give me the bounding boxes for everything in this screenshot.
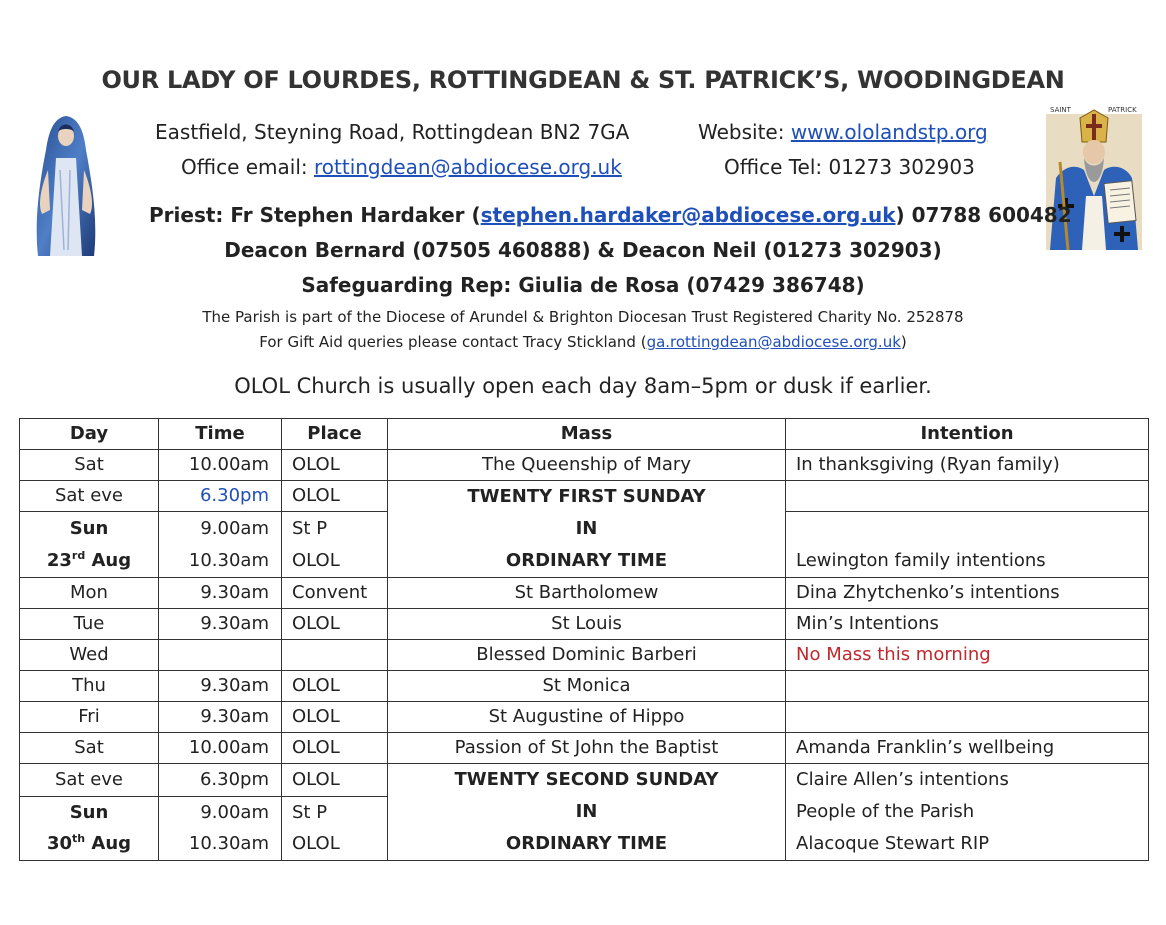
sunday-1-line-1: TWENTY FIRST SUNDAY [467,486,706,507]
header-mass: Mass [388,419,786,450]
cell-intention-sunday-1 [786,512,1149,578]
table-row [20,764,1149,797]
email-label: Office email: [181,155,314,179]
date-month: Aug [85,550,132,571]
date-month: Aug [85,833,132,855]
cell-time: 10.30am [159,828,282,860]
cell-place: OLOL [282,481,388,512]
cell-intention [786,671,1149,702]
cell-place: OLOL [282,764,388,797]
cell-time: 9.00am [159,512,282,546]
sunday-2-intention-3: Alacoque Stewart RIP [796,833,990,854]
cell-day: Tue [20,609,159,640]
cell-mass: The Queenship of Mary [388,450,786,481]
table-row [20,481,1149,512]
cell-day: Fri [20,702,159,733]
sunday-2-line-3: ORDINARY TIME [505,833,668,854]
deacons-line: Deacon Bernard (07505 460888) & Deacon Neil (01273 302903) [224,238,942,262]
sunday-1-intention-2: Lewington family intentions [796,549,1046,571]
gift-aid-email-link[interactable]: ga.rottingdean@abdiocese.org.uk [646,333,901,351]
cell-day-date [20,828,159,860]
sunday-2-line-1: TWENTY SECOND SUNDAY [454,769,719,790]
cell-time: 9.00am [159,796,282,828]
table-row [20,733,1149,764]
date-suffix: th [72,832,86,846]
cell-mass: St Louis [388,609,786,640]
cell-place [282,640,388,671]
office-email-link[interactable]: rottingdean@abdiocese.org.uk [314,155,622,179]
sunday-2-line-2: IN [575,801,598,822]
cell-mass-sunday-1 [388,481,786,578]
cell-mass: St Augustine of Hippo [388,702,786,733]
website-line [698,120,988,144]
cell-mass: Blessed Dominic Barberi [388,640,786,671]
cell-time: 10.00am [159,450,282,481]
sunday-2-intention-1: Claire Allen’s intentions [796,769,1009,790]
cell-time: 10.00am [159,733,282,764]
table-row [20,640,1149,671]
gift-aid-line [0,333,1166,351]
cell-mass: St Monica [388,671,786,702]
charity-line: The Parish is part of the Diocese of Arundel & Brighton Diocesan Trust Registered Charity No. 252878 [202,308,964,326]
date-number: 30 [46,833,73,855]
cell-intention: Amanda Franklin’s wellbeing [786,733,1149,764]
cell-time: 9.30am [159,671,282,702]
table-row [20,671,1149,702]
cell-day: Sat [20,733,159,764]
cell-day: Sat eve [20,481,159,512]
header-time: Time [159,419,282,450]
cell-day: Sat [20,450,159,481]
cell-mass: Passion of St John the Baptist [388,733,786,764]
cell-time: 6.30pm [159,764,282,797]
cell-intention-sunday-2 [786,764,1149,861]
cell-day: Sat eve [20,764,159,797]
cell-place: St P [282,512,388,546]
saint-patrick-image [1046,100,1142,250]
priest-suffix: ) 07788 600482 [895,203,1072,227]
sunday-2-intention-2: People of the Parish [796,801,975,822]
mass-schedule-table [19,418,1149,861]
gift-aid-prefix: For Gift Aid queries please contact Tracy Stickland ( [259,333,647,351]
open-hours: OLOL Church is usually open each day 8am–5pm or dusk if earlier. [234,374,932,398]
sunday-1-line-3: ORDINARY TIME [505,550,668,571]
cell-day: Sun [20,512,159,546]
address-line: Eastfield, Steyning Road, Rottingdean BN2 7GA [155,120,630,144]
cell-time: 9.30am [159,609,282,640]
cell-place: OLOL [282,733,388,764]
cell-day: Thu [20,671,159,702]
table-row [20,578,1149,609]
header-intention: Intention [786,419,1149,450]
cell-place: OLOL [282,671,388,702]
table-row [20,702,1149,733]
cell-place: OLOL [282,702,388,733]
cell-day-date [20,545,159,578]
cell-day: Sun [20,796,159,828]
table-row [20,609,1149,640]
priest-line [149,203,1072,227]
cell-intention-alert: No Mass this morning [786,640,1149,671]
date-suffix: rd [71,549,86,562]
cell-place: OLOL [282,609,388,640]
cell-day: Wed [20,640,159,671]
patrick-caption-right: PATRICK [1108,106,1137,114]
cell-mass-sunday-2 [388,764,786,861]
office-tel: Office Tel: 01273 302903 [724,155,975,179]
cell-mass: St Bartholomew [388,578,786,609]
cell-day: Mon [20,578,159,609]
cell-place: Convent [282,578,388,609]
header-place: Place [282,419,388,450]
cell-intention: Dina Zhytchenko’s intentions [786,578,1149,609]
date-number: 23 [46,550,72,571]
priest-email-link[interactable]: stephen.hardaker@abdiocese.org.uk [480,203,896,227]
cell-place: St P [282,796,388,828]
cell-time [159,640,282,671]
cell-time: 10.30am [159,545,282,578]
table-row [20,450,1149,481]
parish-title: OUR LADY OF LOURDES, ROTTINGDEAN & ST. PATRICK’S, WOODINGDEAN [101,66,1065,94]
cell-intention [786,481,1149,512]
sunday-1-intention-1 [796,513,1148,545]
cell-intention [786,702,1149,733]
website-label: Website: [698,120,791,144]
patrick-caption-left: SAINT [1050,106,1071,114]
header-day: Day [20,419,159,450]
cell-intention: In thanksgiving (Ryan family) [786,450,1149,481]
gift-aid-suffix: ) [900,333,907,351]
cell-time: 9.30am [159,578,282,609]
cell-time: 9.30am [159,702,282,733]
email-line [181,155,622,179]
sunday-1-line-2: IN [575,518,598,539]
cell-place: OLOL [282,545,388,578]
cell-place: OLOL [282,450,388,481]
website-link[interactable]: www.ololandstp.org [790,120,988,144]
cell-time: 6.30pm [159,481,282,512]
cell-intention: Min’s Intentions [786,609,1149,640]
safeguarding-line: Safeguarding Rep: Giulia de Rosa (07429 386748) [301,273,865,297]
cell-place: OLOL [282,828,388,860]
table-header-row [20,419,1149,450]
priest-prefix: Priest: Fr Stephen Hardaker ( [149,203,481,227]
